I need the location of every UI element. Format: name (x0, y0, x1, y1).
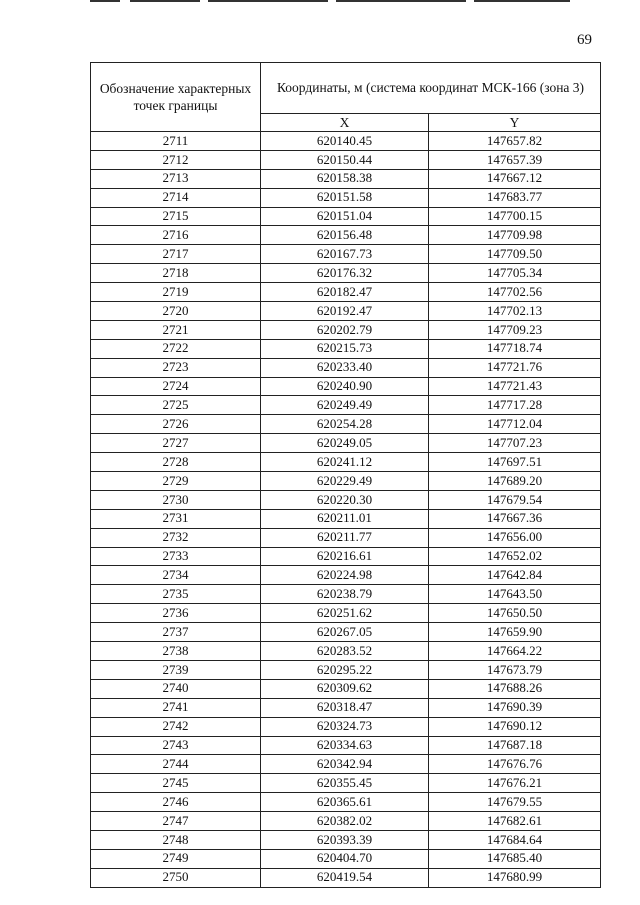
point-cell: 2727 (91, 434, 261, 453)
x-cell: 620229.49 (261, 472, 429, 491)
x-cell: 620238.79 (261, 585, 429, 604)
x-cell: 620224.98 (261, 566, 429, 585)
table-row (91, 604, 601, 623)
x-cell: 620140.45 (261, 132, 429, 151)
table-row (91, 472, 601, 491)
table-row (91, 566, 601, 585)
table-row (91, 453, 601, 472)
table-row (91, 642, 601, 661)
table-row (91, 132, 601, 151)
point-cell: 2722 (91, 339, 261, 358)
x-cell: 620295.22 (261, 660, 429, 679)
x-cell: 620167.73 (261, 245, 429, 264)
x-cell: 620334.63 (261, 736, 429, 755)
point-cell: 2728 (91, 453, 261, 472)
y-cell: 147684.64 (429, 830, 601, 849)
table-row (91, 755, 601, 774)
y-cell: 147690.12 (429, 717, 601, 736)
table-row (91, 150, 601, 169)
point-cell: 2721 (91, 320, 261, 339)
point-cell: 2735 (91, 585, 261, 604)
table-row (91, 226, 601, 245)
table-row (91, 812, 601, 831)
table-row (91, 490, 601, 509)
y-cell: 147676.76 (429, 755, 601, 774)
point-cell: 2744 (91, 755, 261, 774)
x-cell: 620249.05 (261, 434, 429, 453)
y-cell: 147721.43 (429, 377, 601, 396)
x-cell: 620249.49 (261, 396, 429, 415)
table-row (91, 736, 601, 755)
point-cell: 2737 (91, 623, 261, 642)
point-cell: 2747 (91, 812, 261, 831)
point-cell: 2719 (91, 283, 261, 302)
table-body (91, 132, 601, 888)
table-row (91, 660, 601, 679)
point-cell: 2712 (91, 150, 261, 169)
point-cell: 2748 (91, 830, 261, 849)
x-cell: 620365.61 (261, 793, 429, 812)
point-cell: 2733 (91, 547, 261, 566)
y-cell: 147709.23 (429, 320, 601, 339)
table-row (91, 793, 601, 812)
x-cell: 620192.47 (261, 302, 429, 321)
y-cell: 147679.55 (429, 793, 601, 812)
table-row (91, 377, 601, 396)
x-cell: 620158.38 (261, 169, 429, 188)
table-row (91, 623, 601, 642)
y-cell: 147687.18 (429, 736, 601, 755)
y-cell: 147721.76 (429, 358, 601, 377)
table-row (91, 434, 601, 453)
point-cell: 2738 (91, 642, 261, 661)
x-cell: 620150.44 (261, 150, 429, 169)
y-cell: 147705.34 (429, 264, 601, 283)
point-cell: 2729 (91, 472, 261, 491)
table-row (91, 207, 601, 226)
x-cell: 620254.28 (261, 415, 429, 434)
x-cell: 620182.47 (261, 283, 429, 302)
x-cell: 620233.40 (261, 358, 429, 377)
x-cell: 620382.02 (261, 812, 429, 831)
y-cell: 147709.50 (429, 245, 601, 264)
point-cell: 2724 (91, 377, 261, 396)
page-number: 69 (577, 32, 592, 48)
table-row (91, 264, 601, 283)
y-cell: 147667.12 (429, 169, 601, 188)
table-row (91, 169, 601, 188)
x-cell: 620211.77 (261, 528, 429, 547)
table-row (91, 339, 601, 358)
point-cell: 2723 (91, 358, 261, 377)
y-cell: 147642.84 (429, 566, 601, 585)
point-cell: 2740 (91, 679, 261, 698)
table-row (91, 868, 601, 887)
point-cell: 2718 (91, 264, 261, 283)
x-cell: 620220.30 (261, 490, 429, 509)
y-cell: 147707.23 (429, 434, 601, 453)
y-cell: 147709.98 (429, 226, 601, 245)
y-cell: 147676.21 (429, 774, 601, 793)
x-cell: 620318.47 (261, 698, 429, 717)
coordinates-table (90, 62, 601, 888)
point-cell: 2725 (91, 396, 261, 415)
point-cell: 2716 (91, 226, 261, 245)
point-cell: 2731 (91, 509, 261, 528)
x-cell: 620240.90 (261, 377, 429, 396)
point-cell: 2750 (91, 868, 261, 887)
y-cell: 147643.50 (429, 585, 601, 604)
y-cell: 147688.26 (429, 679, 601, 698)
table-row (91, 396, 601, 415)
point-cell: 2713 (91, 169, 261, 188)
x-cell: 620151.04 (261, 207, 429, 226)
y-cell: 147680.99 (429, 868, 601, 887)
y-cell: 147682.61 (429, 812, 601, 831)
y-cell: 147700.15 (429, 207, 601, 226)
y-cell: 147667.36 (429, 509, 601, 528)
y-cell: 147697.51 (429, 453, 601, 472)
y-cell: 147685.40 (429, 849, 601, 868)
point-cell: 2749 (91, 849, 261, 868)
table-row (91, 698, 601, 717)
y-cell: 147690.39 (429, 698, 601, 717)
y-cell: 147652.02 (429, 547, 601, 566)
x-cell: 620215.73 (261, 339, 429, 358)
point-cell: 2715 (91, 207, 261, 226)
point-cell: 2741 (91, 698, 261, 717)
header-y: Y (429, 114, 601, 132)
header-coordinates: Координаты, м (система координат МСК-166 (зона 3) (261, 63, 601, 114)
point-cell: 2742 (91, 717, 261, 736)
y-cell: 147717.28 (429, 396, 601, 415)
x-cell: 620404.70 (261, 849, 429, 868)
table-row (91, 774, 601, 793)
y-cell: 147702.56 (429, 283, 601, 302)
point-cell: 2739 (91, 660, 261, 679)
x-cell: 620393.39 (261, 830, 429, 849)
x-cell: 620355.45 (261, 774, 429, 793)
x-cell: 620267.05 (261, 623, 429, 642)
table-row (91, 188, 601, 207)
y-cell: 147689.20 (429, 472, 601, 491)
header-point-designation: Обозначение характерных точек границы (91, 63, 261, 132)
x-cell: 620176.32 (261, 264, 429, 283)
header-x: X (261, 114, 429, 132)
table-row (91, 358, 601, 377)
table-row (91, 283, 601, 302)
y-cell: 147656.00 (429, 528, 601, 547)
y-cell: 147657.82 (429, 132, 601, 151)
point-cell: 2736 (91, 604, 261, 623)
point-cell: 2714 (91, 188, 261, 207)
table-row (91, 585, 601, 604)
y-cell: 147712.04 (429, 415, 601, 434)
x-cell: 620324.73 (261, 717, 429, 736)
table-row (91, 302, 601, 321)
y-cell: 147673.79 (429, 660, 601, 679)
point-cell: 2730 (91, 490, 261, 509)
x-cell: 620216.61 (261, 547, 429, 566)
x-cell: 620251.62 (261, 604, 429, 623)
x-cell: 620156.48 (261, 226, 429, 245)
table-row (91, 528, 601, 547)
table-row (91, 415, 601, 434)
y-cell: 147679.54 (429, 490, 601, 509)
point-cell: 2726 (91, 415, 261, 434)
point-cell: 2717 (91, 245, 261, 264)
table-row (91, 320, 601, 339)
y-cell: 147650.50 (429, 604, 601, 623)
y-cell: 147718.74 (429, 339, 601, 358)
table-row (91, 717, 601, 736)
y-cell: 147664.22 (429, 642, 601, 661)
point-cell: 2720 (91, 302, 261, 321)
point-cell: 2711 (91, 132, 261, 151)
table-row (91, 509, 601, 528)
x-cell: 620151.58 (261, 188, 429, 207)
x-cell: 620202.79 (261, 320, 429, 339)
table-row (91, 849, 601, 868)
x-cell: 620419.54 (261, 868, 429, 887)
x-cell: 620241.12 (261, 453, 429, 472)
y-cell: 147702.13 (429, 302, 601, 321)
table-row (91, 679, 601, 698)
x-cell: 620309.62 (261, 679, 429, 698)
point-cell: 2746 (91, 793, 261, 812)
x-cell: 620283.52 (261, 642, 429, 661)
point-cell: 2745 (91, 774, 261, 793)
y-cell: 147683.77 (429, 188, 601, 207)
table-row (91, 547, 601, 566)
x-cell: 620211.01 (261, 509, 429, 528)
table-row (91, 830, 601, 849)
top-edge-rule (90, 0, 570, 3)
table-row (91, 245, 601, 264)
y-cell: 147657.39 (429, 150, 601, 169)
y-cell: 147659.90 (429, 623, 601, 642)
point-cell: 2743 (91, 736, 261, 755)
x-cell: 620342.94 (261, 755, 429, 774)
point-cell: 2734 (91, 566, 261, 585)
point-cell: 2732 (91, 528, 261, 547)
